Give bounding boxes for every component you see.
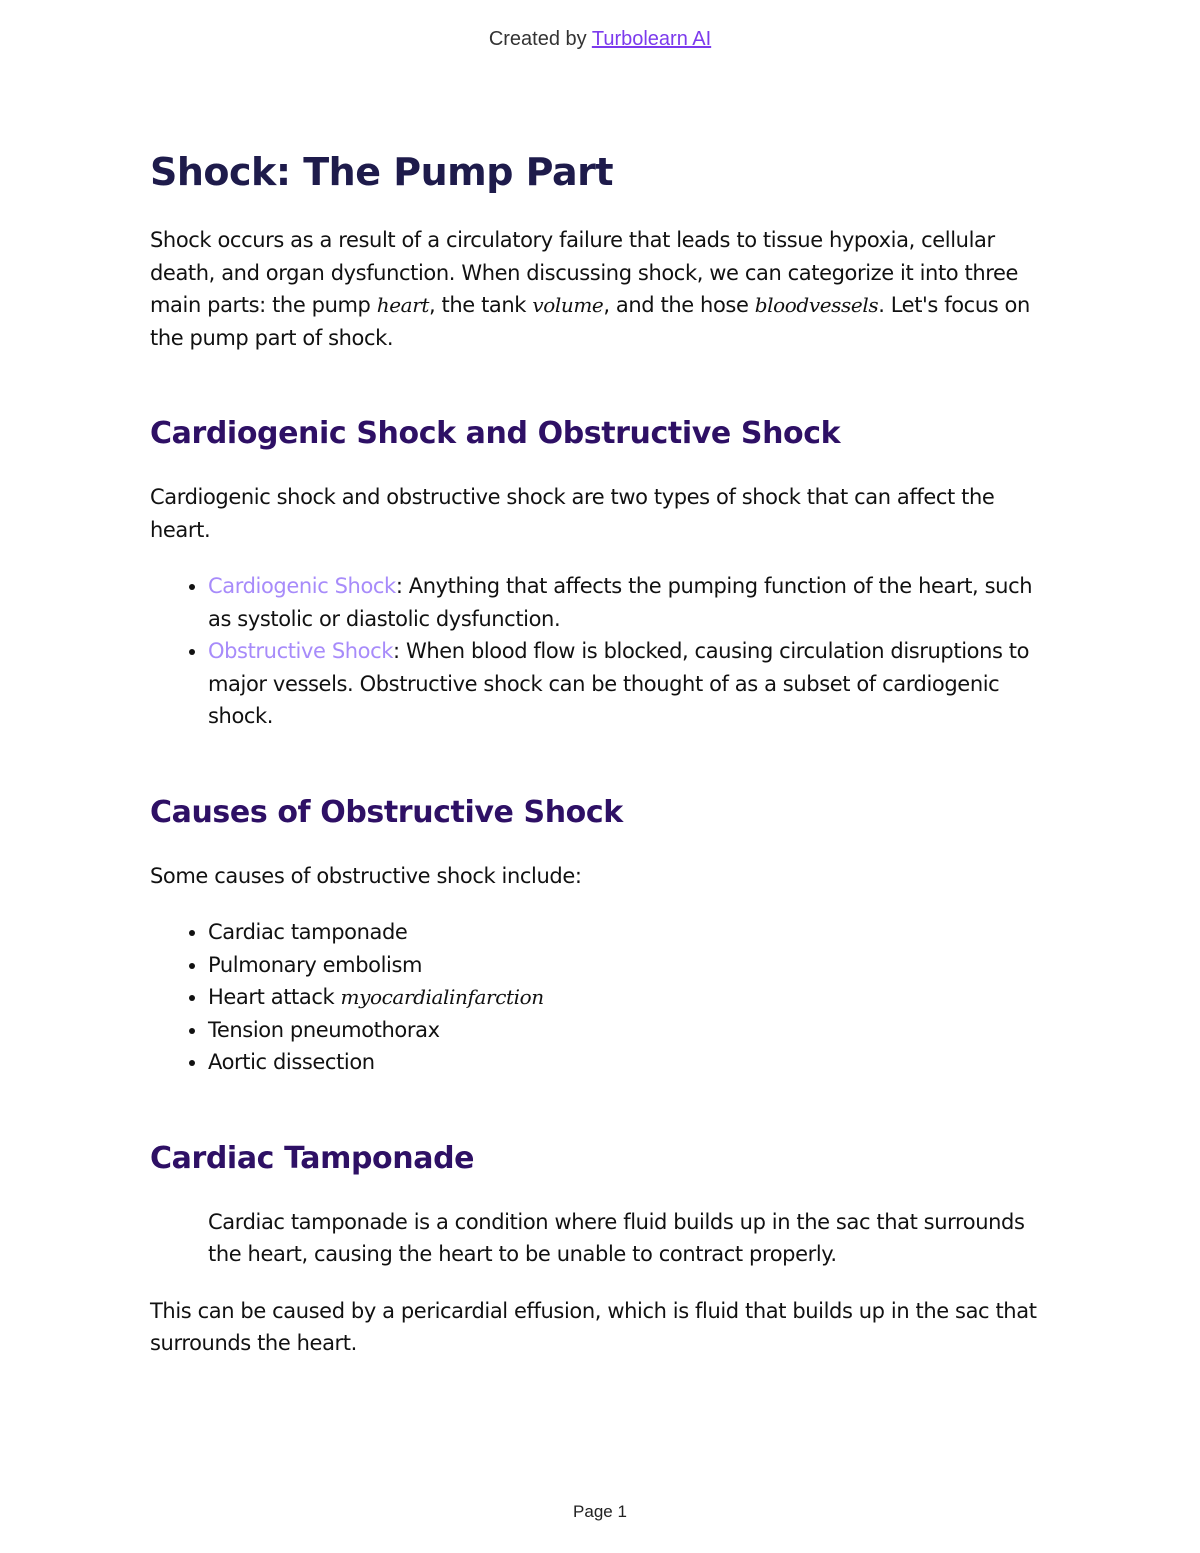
list-item: • Aortic dissection	[208, 1046, 1055, 1079]
intro-text-4: . Let's focus on the pump part of shock.	[150, 293, 1030, 350]
math-bloodvessels: bloodvessels	[754, 293, 879, 317]
section-heading-cardiac-tamponade: Cardiac Tamponade	[150, 1140, 475, 1176]
term-obstructive-shock: Obstructive Shock	[208, 639, 394, 663]
math-volume: volume	[532, 293, 604, 317]
causes-list	[150, 916, 1055, 1079]
header-prefix: Created by	[488, 28, 592, 50]
list-item	[208, 981, 1055, 1014]
turbolearn-link[interactable]: Turbolearn AI	[591, 28, 712, 50]
section1-paragraph: Cardiogenic shock and obstructive shock are two types of shock that can affect the heart.	[150, 485, 995, 542]
page-title: Shock: The Pump Part	[150, 150, 614, 194]
list-item-text: : Anything that affects the pumping function of the heart, such as systolic or diastolic dysfunction.	[208, 574, 1033, 631]
list-item: • Cardiac tamponade	[208, 916, 1055, 949]
math-myocardialinfarction: myocardialinfarction	[340, 985, 544, 1009]
quote-text: Cardiac tamponade is a condition where fluid builds up in the sac that surrounds the heart, causing the heart to be unable to contract properly.	[208, 1209, 1025, 1266]
intro-text-2: , the tank	[429, 293, 533, 317]
list-item-text: : When blood flow is blocked, causing circulation disruptions to major vessels. Obstructive shock can be thought of as a subset of cardiogenic shock.	[208, 639, 1030, 728]
list-item-text: Heart attack	[208, 985, 341, 1009]
section2-paragraph: Some causes of obstructive shock include:	[150, 863, 582, 888]
intro-text-1: Shock occurs as a result of a circulatory failure that leads to tissue hypoxia, cellular death, and organ dysfunction. When discussing shock, we can categorize it into three main parts: the pump	[150, 228, 1019, 317]
intro-paragraph	[150, 224, 1055, 354]
term-cardiogenic-shock: Cardiogenic Shock	[208, 574, 396, 598]
list-item	[208, 635, 1055, 733]
list-item: • Tension pneumothorax	[208, 1014, 1055, 1047]
page-footer	[0, 1502, 1200, 1522]
math-heart: heart	[376, 293, 429, 317]
page-header	[0, 28, 1200, 51]
list-item	[208, 570, 1055, 635]
section-heading-cardiogenic-obstructive: Cardiogenic Shock and Obstructive Shock	[150, 416, 841, 451]
intro-text-3: , and the hose	[603, 293, 755, 317]
section3-paragraph: This can be caused by a pericardial effusion, which is fluid that builds up in the sac that surrounds the heart.	[150, 1298, 1037, 1355]
shock-types-list	[150, 570, 1055, 733]
list-item: • Pulmonary embolism	[208, 949, 1055, 982]
document-body	[150, 150, 1055, 1360]
definition-quote	[150, 1206, 1055, 1271]
section-heading-causes: Causes of Obstructive Shock	[150, 794, 623, 830]
page-number: Page 1	[573, 1502, 627, 1521]
